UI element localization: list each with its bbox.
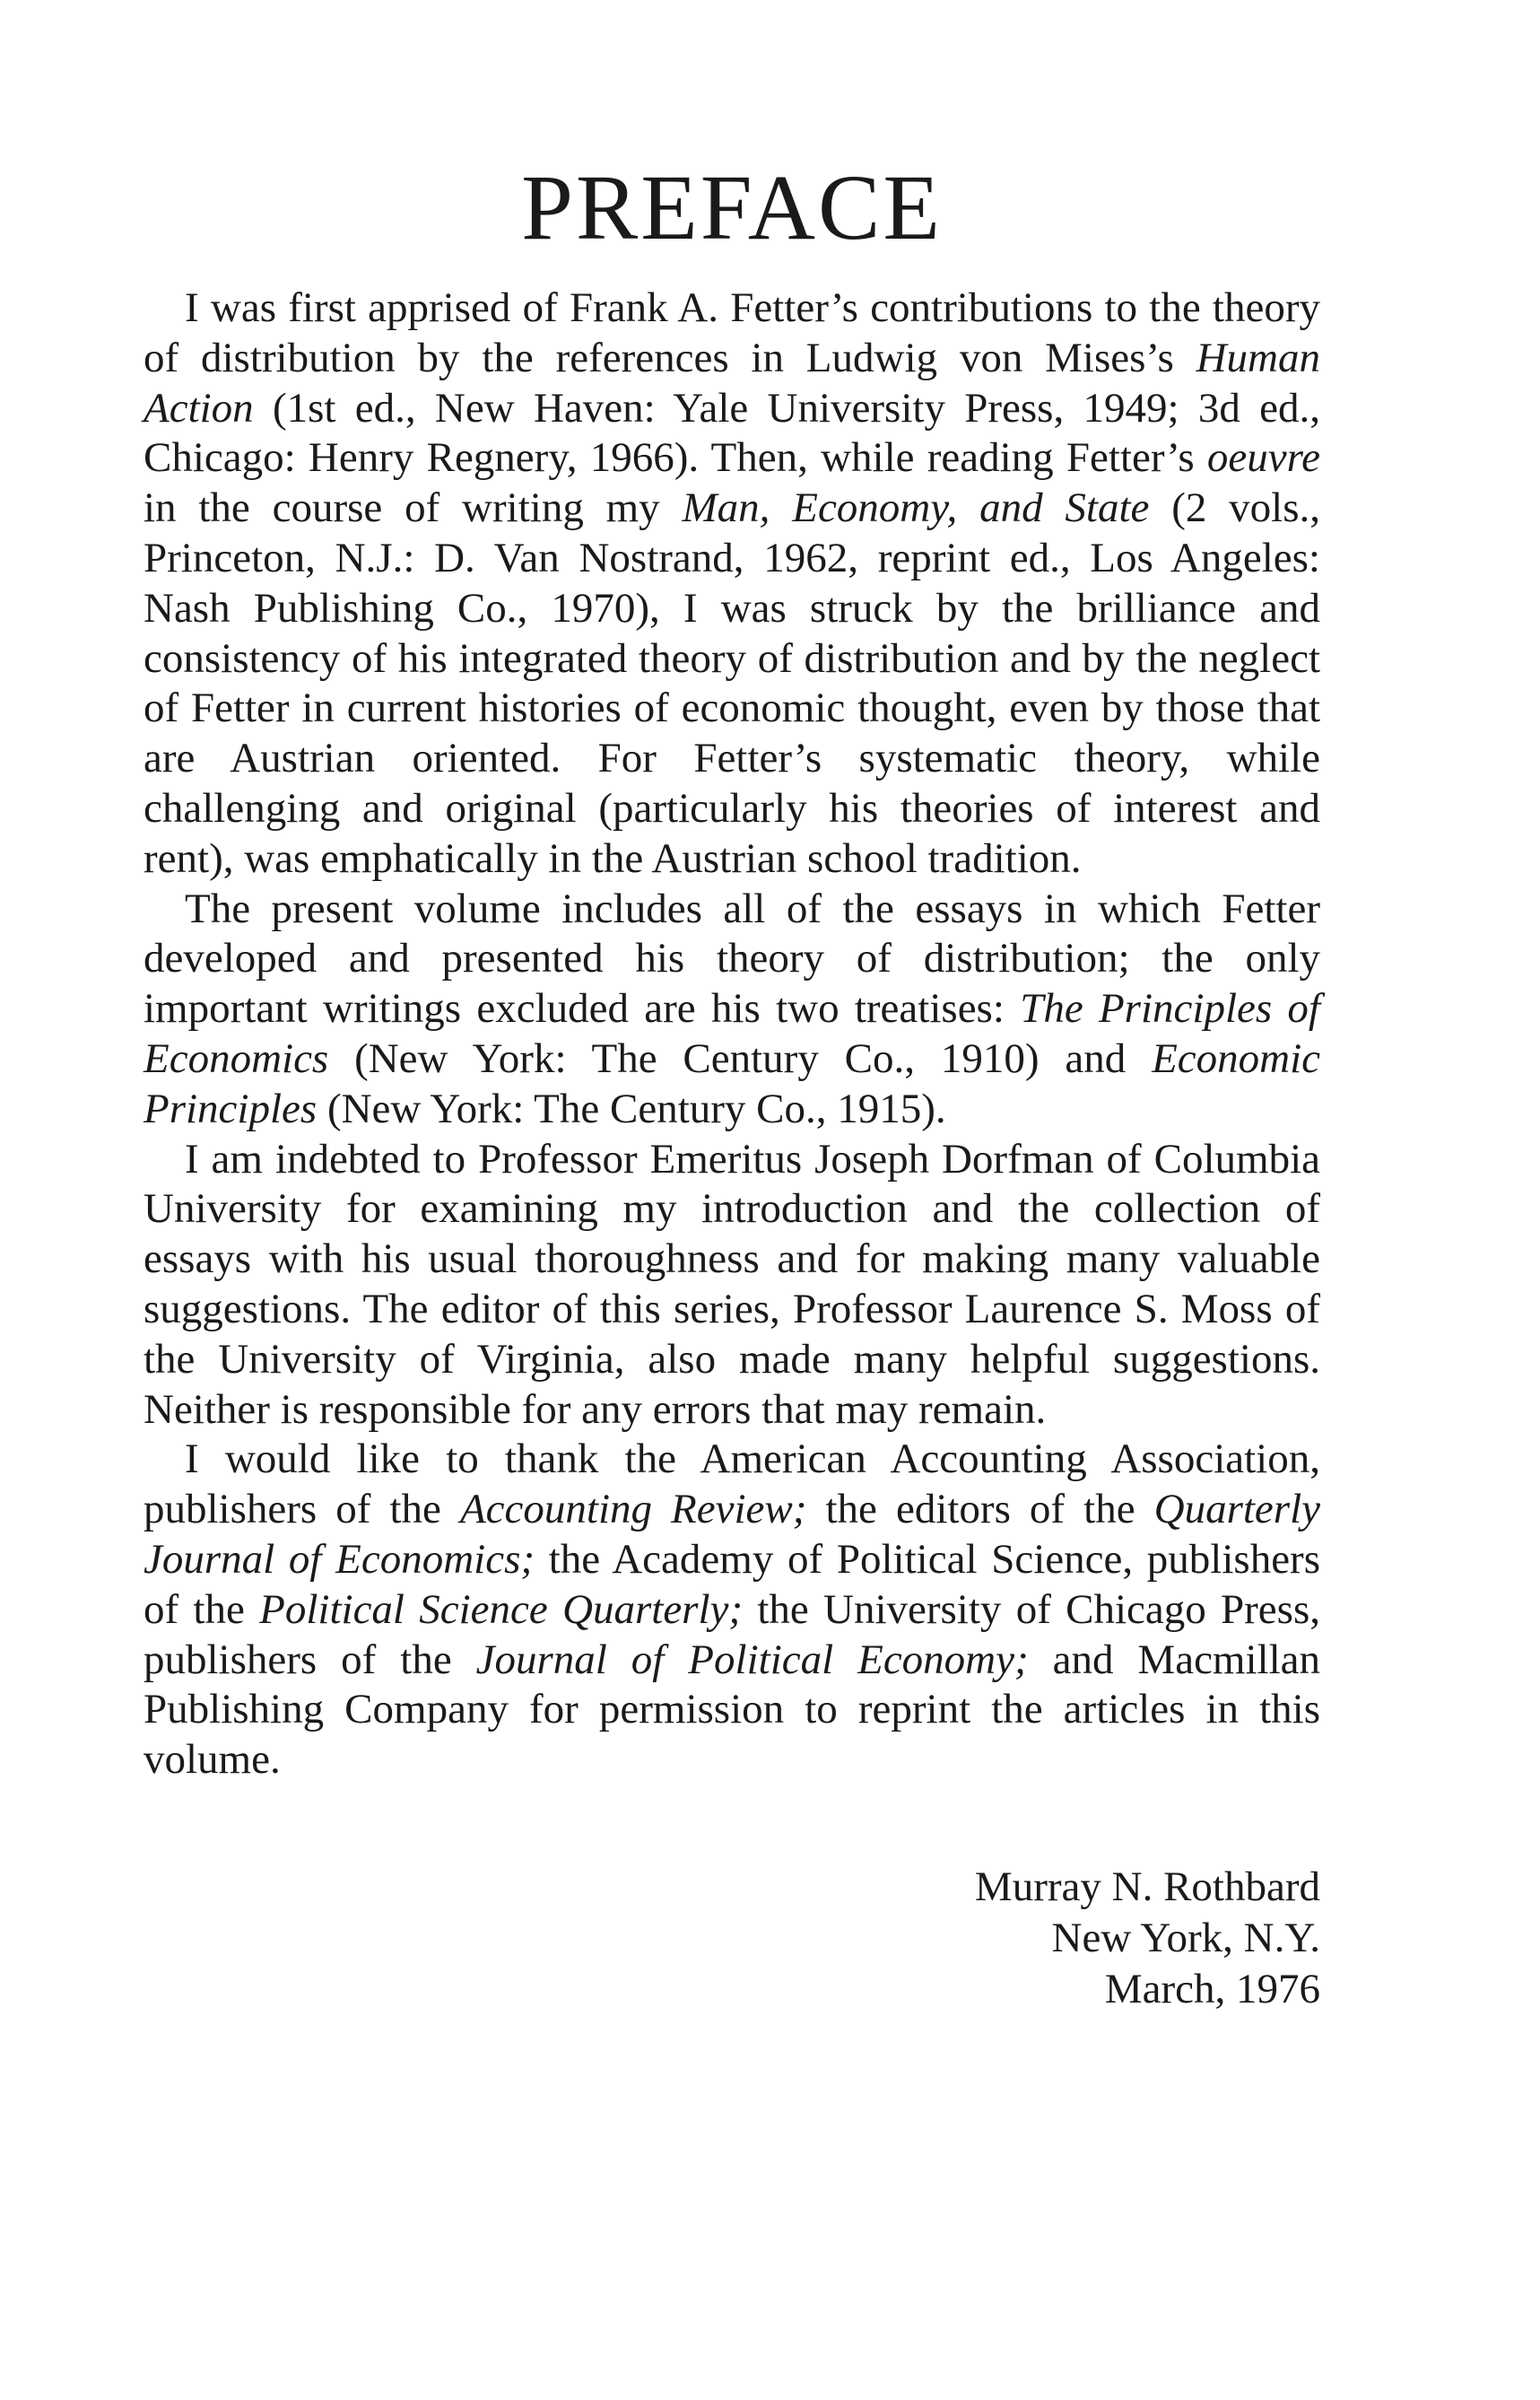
preface-page (144, 0, 1320, 2400)
book-title-economic-principles: Economic Principles (144, 1034, 1320, 1132)
paragraph-1 (144, 284, 1320, 885)
paragraph-4-text-i: and Macmillan Publishing Company for permission to reprint the articles in this volume. (144, 1636, 1321, 1784)
journal-title-jpe: Journal of Political Economy; (475, 1636, 1029, 1683)
paragraph-2 (144, 885, 1320, 1135)
word-oeuvre: oeuvre (1206, 434, 1320, 482)
paragraph-3 (144, 1135, 1320, 1436)
paragraph-2-text-e: (New York: The Century Co., 1915). (317, 1085, 946, 1132)
preface-body (144, 284, 1320, 1785)
signature-name: Murray N. Rothbard (974, 1863, 1320, 1910)
paragraph-4-text-c: the editors of the (806, 1486, 1154, 1533)
signature-block (975, 1862, 1320, 2015)
paragraph-3-text-a: I am indebted to Professor Emeritus Joseph Dorfman of Columbia University for examining my introduction and the collection of essays with his usual thoroughness and for making many valuable suggestions. The editor of this series, Professor Laurence S. Moss of the University of Virginia, also made many helpful suggestions. Neither is responsible for any errors that may remain. (144, 1135, 1320, 1433)
book-title-man-economy-state: Man, Economy, and State (682, 484, 1150, 532)
paragraph-4 (144, 1435, 1320, 1785)
paragraph-2-text-c: (New York: The Century Co., 1910) and (328, 1034, 1153, 1082)
book-title-human-action: Human Action (144, 334, 1320, 432)
book-title-principles-of-economics: The Principles of Economics (144, 985, 1320, 1082)
paragraph-4-text-a: I would like to thank the American Accounting Association, publishers of the (144, 1436, 1320, 1533)
journal-title-qje: Quarterly Journal of Economics; (144, 1486, 1320, 1583)
paragraph-1-text-e: in the course of writing my (144, 484, 683, 532)
paragraph-2-text-a: The present volume includes all of the essays in which Fetter developed and presented his theory of distribution; the only important writings excluded are his two treatises: (144, 885, 1320, 1033)
signature-date: March, 1976 (1104, 1966, 1320, 2012)
paragraph-4-text-g: the University of Chicago Press, publishers of the (144, 1585, 1321, 1683)
signature-place: New York, N.Y. (1051, 1915, 1320, 1961)
paragraph-1-text-g: (2 vols., Princeton, N.J.: D. Van Nostrand, 1962, reprint ed., Los Angeles: Nash Publishing Co., 1970), I was struck by the brilliance and consistency of his integrated theory of distribution and by the neglect of Fetter in current histories of economic thought, even by those that are Austrian oriented. For Fetter’s systematic theory, while challenging and original (particularly his theories of interest and rent), was emphatically in the Austrian school tradition. (144, 484, 1321, 882)
paragraph-1-text-a: I was first apprised of Frank A. Fetter’s contributions to the theory of distribution by the references in Ludwig von Mises’s (144, 284, 1320, 381)
page-title: PREFACE (521, 156, 943, 259)
paragraph-1-text-c: (1st ed., New Haven: Yale University Press, 1949; 3d ed., Chicago: Henry Regnery, 1966). Then, while reading Fetter’s (144, 384, 1320, 482)
journal-title-accounting-review: Accounting Review; (459, 1486, 807, 1533)
journal-title-psq: Political Science Quarterly; (259, 1585, 744, 1633)
paragraph-4-text-e: the Academy of Political Science, publishers of the (144, 1535, 1321, 1633)
